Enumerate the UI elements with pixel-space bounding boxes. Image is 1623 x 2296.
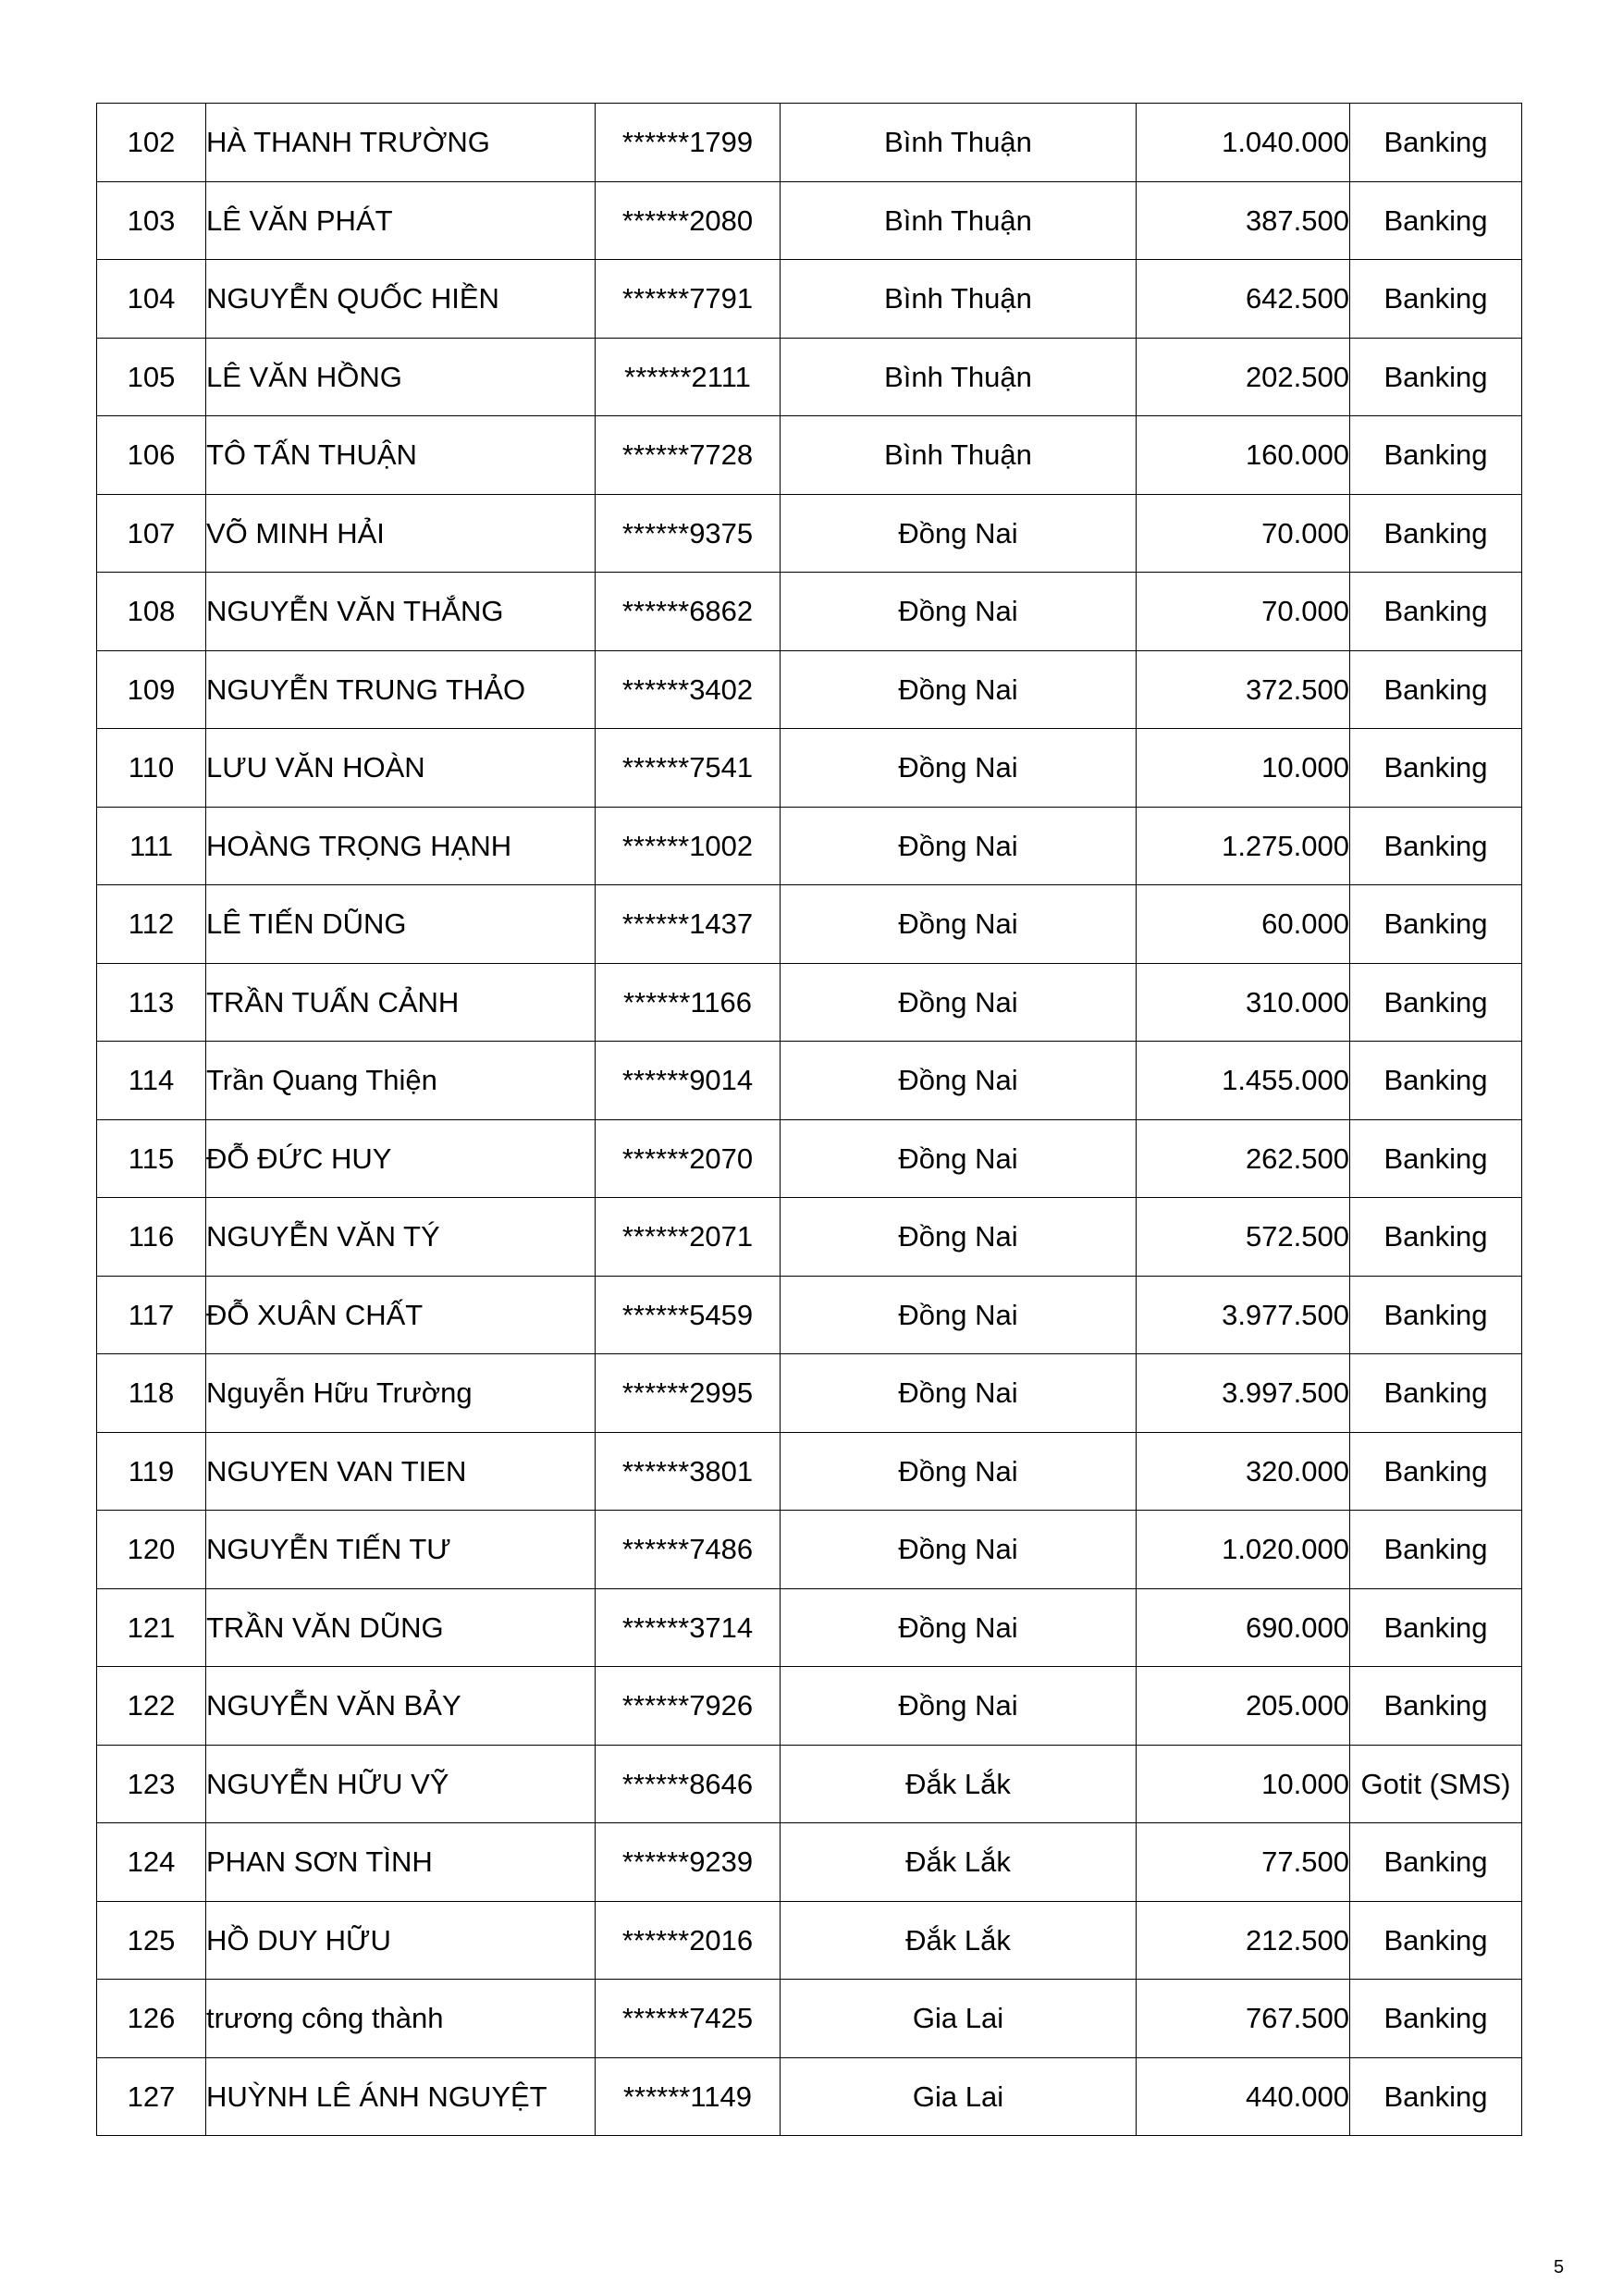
full-name-cell: Trần Quang Thiện: [206, 1042, 596, 1120]
province-cell: Đồng Nai: [781, 1042, 1137, 1120]
amount-cell: 1.040.000: [1137, 104, 1350, 182]
masked-id-cell: ******2995: [596, 1354, 781, 1433]
full-name-cell: LÊ VĂN PHÁT: [206, 181, 596, 260]
payment-method-cell: Banking: [1350, 573, 1522, 651]
province-cell: Đồng Nai: [781, 1354, 1137, 1433]
full-name-cell: VÕ MINH HẢI: [206, 494, 596, 573]
row-number-cell: 123: [97, 1745, 206, 1823]
row-number-cell: 120: [97, 1511, 206, 1589]
masked-id-cell: ******2111: [596, 338, 781, 416]
full-name-cell: TÔ TẤN THUẬN: [206, 416, 596, 495]
masked-id-cell: ******2070: [596, 1119, 781, 1198]
table-row: [97, 1198, 1522, 1277]
payment-method-cell: Banking: [1350, 885, 1522, 964]
payment-method-cell: Banking: [1350, 2057, 1522, 2136]
masked-id-cell: ******9014: [596, 1042, 781, 1120]
full-name-cell: LÊ TIẾN DŨNG: [206, 885, 596, 964]
masked-id-cell: ******2016: [596, 1901, 781, 1980]
table-row: [97, 1823, 1522, 1902]
row-number-cell: 127: [97, 2057, 206, 2136]
masked-id-cell: ******1166: [596, 963, 781, 1042]
payment-method-cell: Banking: [1350, 1354, 1522, 1433]
row-number-cell: 108: [97, 573, 206, 651]
province-cell: Bình Thuận: [781, 104, 1137, 182]
masked-id-cell: ******8646: [596, 1745, 781, 1823]
table-row: [97, 1901, 1522, 1980]
amount-cell: 690.000: [1137, 1588, 1350, 1667]
amount-cell: 10.000: [1137, 729, 1350, 808]
full-name-cell: Nguyễn Hữu Trường: [206, 1354, 596, 1433]
amount-cell: 160.000: [1137, 416, 1350, 495]
full-name-cell: ĐỖ ĐỨC HUY: [206, 1119, 596, 1198]
payment-method-cell: Banking: [1350, 338, 1522, 416]
row-number-cell: 115: [97, 1119, 206, 1198]
province-cell: Đồng Nai: [781, 1276, 1137, 1354]
amount-cell: 77.500: [1137, 1823, 1350, 1902]
row-number-cell: 103: [97, 181, 206, 260]
payment-method-cell: Banking: [1350, 1667, 1522, 1746]
payment-method-cell: Banking: [1350, 807, 1522, 885]
table-row: [97, 1980, 1522, 2058]
masked-id-cell: ******7926: [596, 1667, 781, 1746]
table-row: [97, 885, 1522, 964]
province-cell: Đồng Nai: [781, 885, 1137, 964]
masked-id-cell: ******7486: [596, 1511, 781, 1589]
province-cell: Đồng Nai: [781, 1588, 1137, 1667]
province-cell: Đồng Nai: [781, 573, 1137, 651]
masked-id-cell: ******6862: [596, 573, 781, 651]
payment-method-cell: Banking: [1350, 1432, 1522, 1511]
full-name-cell: NGUYEN VAN TIEN: [206, 1432, 596, 1511]
masked-id-cell: ******1437: [596, 885, 781, 964]
full-name-cell: NGUYỄN VĂN THẮNG: [206, 573, 596, 651]
payment-method-cell: Banking: [1350, 104, 1522, 182]
amount-cell: 262.500: [1137, 1119, 1350, 1198]
payment-method-cell: Banking: [1350, 650, 1522, 729]
full-name-cell: NGUYỄN QUỐC HIỀN: [206, 260, 596, 339]
amount-cell: 10.000: [1137, 1745, 1350, 1823]
province-cell: Đắk Lắk: [781, 1823, 1137, 1902]
masked-id-cell: ******1002: [596, 807, 781, 885]
province-cell: Đồng Nai: [781, 963, 1137, 1042]
payment-method-cell: Banking: [1350, 729, 1522, 808]
payment-method-cell: Banking: [1350, 1042, 1522, 1120]
masked-id-cell: ******3714: [596, 1588, 781, 1667]
masked-id-cell: ******5459: [596, 1276, 781, 1354]
province-cell: Gia Lai: [781, 2057, 1137, 2136]
table-row: [97, 1745, 1522, 1823]
masked-id-cell: ******7791: [596, 260, 781, 339]
row-number-cell: 113: [97, 963, 206, 1042]
payment-method-cell: Banking: [1350, 260, 1522, 339]
amount-cell: 3.997.500: [1137, 1354, 1350, 1433]
province-cell: Bình Thuận: [781, 416, 1137, 495]
payment-method-cell: Gotit (SMS): [1350, 1745, 1522, 1823]
province-cell: Đồng Nai: [781, 650, 1137, 729]
table-row: [97, 181, 1522, 260]
amount-cell: 372.500: [1137, 650, 1350, 729]
row-number-cell: 111: [97, 807, 206, 885]
full-name-cell: NGUYỄN VĂN BẢY: [206, 1667, 596, 1746]
full-name-cell: LÊ VĂN HỒNG: [206, 338, 596, 416]
amount-cell: 387.500: [1137, 181, 1350, 260]
masked-id-cell: ******3801: [596, 1432, 781, 1511]
amount-cell: 642.500: [1137, 260, 1350, 339]
masked-id-cell: ******2080: [596, 181, 781, 260]
table-row: [97, 1276, 1522, 1354]
province-cell: Bình Thuận: [781, 181, 1137, 260]
row-number-cell: 121: [97, 1588, 206, 1667]
payment-method-cell: Banking: [1350, 494, 1522, 573]
table-row: [97, 1354, 1522, 1433]
table-row: [97, 338, 1522, 416]
amount-cell: 70.000: [1137, 494, 1350, 573]
masked-id-cell: ******3402: [596, 650, 781, 729]
province-cell: Đồng Nai: [781, 1119, 1137, 1198]
payment-method-cell: Banking: [1350, 1980, 1522, 2058]
table-row: [97, 1511, 1522, 1589]
payment-method-cell: Banking: [1350, 1119, 1522, 1198]
masked-id-cell: ******1149: [596, 2057, 781, 2136]
masked-id-cell: ******7728: [596, 416, 781, 495]
table-row: [97, 2057, 1522, 2136]
full-name-cell: NGUYỄN TRUNG THẢO: [206, 650, 596, 729]
row-number-cell: 126: [97, 1980, 206, 2058]
payment-method-cell: Banking: [1350, 181, 1522, 260]
full-name-cell: HÀ THANH TRƯỜNG: [206, 104, 596, 182]
table-row: [97, 494, 1522, 573]
amount-cell: 202.500: [1137, 338, 1350, 416]
row-number-cell: 106: [97, 416, 206, 495]
full-name-cell: TRẦN VĂN DŨNG: [206, 1588, 596, 1667]
table-row: [97, 807, 1522, 885]
province-cell: Đồng Nai: [781, 494, 1137, 573]
full-name-cell: NGUYỄN HỮU VỸ: [206, 1745, 596, 1823]
full-name-cell: ĐỖ XUÂN CHẤT: [206, 1276, 596, 1354]
full-name-cell: trương công thành: [206, 1980, 596, 2058]
masked-id-cell: ******9375: [596, 494, 781, 573]
row-number-cell: 110: [97, 729, 206, 808]
winners-table: [96, 103, 1522, 2136]
row-number-cell: 102: [97, 104, 206, 182]
table-row: [97, 1667, 1522, 1746]
winners-table-body: [97, 104, 1522, 2136]
table-row: [97, 729, 1522, 808]
province-cell: Đồng Nai: [781, 1667, 1137, 1746]
full-name-cell: HOÀNG TRỌNG HẠNH: [206, 807, 596, 885]
row-number-cell: 104: [97, 260, 206, 339]
full-name-cell: NGUYỄN TIẾN TƯ: [206, 1511, 596, 1589]
payment-method-cell: Banking: [1350, 1198, 1522, 1277]
amount-cell: 572.500: [1137, 1198, 1350, 1277]
province-cell: Bình Thuận: [781, 260, 1137, 339]
amount-cell: 70.000: [1137, 573, 1350, 651]
page-number: 5: [1554, 2257, 1565, 2277]
full-name-cell: TRẦN TUẤN CẢNH: [206, 963, 596, 1042]
table-row: [97, 1588, 1522, 1667]
province-cell: Đồng Nai: [781, 729, 1137, 808]
table-row: [97, 573, 1522, 651]
masked-id-cell: ******7541: [596, 729, 781, 808]
province-cell: Bình Thuận: [781, 338, 1137, 416]
province-cell: Đồng Nai: [781, 1198, 1137, 1277]
full-name-cell: NGUYỄN VĂN TÝ: [206, 1198, 596, 1277]
row-number-cell: 107: [97, 494, 206, 573]
row-number-cell: 114: [97, 1042, 206, 1120]
amount-cell: 212.500: [1137, 1901, 1350, 1980]
province-cell: Đồng Nai: [781, 1511, 1137, 1589]
province-cell: Đắk Lắk: [781, 1745, 1137, 1823]
row-number-cell: 124: [97, 1823, 206, 1902]
masked-id-cell: ******7425: [596, 1980, 781, 2058]
payment-method-cell: Banking: [1350, 1901, 1522, 1980]
payment-method-cell: Banking: [1350, 416, 1522, 495]
full-name-cell: LƯU VĂN HOÀN: [206, 729, 596, 808]
full-name-cell: PHAN SƠN TÌNH: [206, 1823, 596, 1902]
amount-cell: 1.455.000: [1137, 1042, 1350, 1120]
amount-cell: 310.000: [1137, 963, 1350, 1042]
province-cell: Đồng Nai: [781, 807, 1137, 885]
row-number-cell: 112: [97, 885, 206, 964]
table-row: [97, 416, 1522, 495]
masked-id-cell: ******2071: [596, 1198, 781, 1277]
table-row: [97, 1119, 1522, 1198]
row-number-cell: 122: [97, 1667, 206, 1746]
amount-cell: 320.000: [1137, 1432, 1350, 1511]
row-number-cell: 118: [97, 1354, 206, 1433]
table-row: [97, 1432, 1522, 1511]
province-cell: Gia Lai: [781, 1980, 1137, 2058]
full-name-cell: HUỲNH LÊ ÁNH NGUYỆT: [206, 2057, 596, 2136]
row-number-cell: 125: [97, 1901, 206, 1980]
row-number-cell: 109: [97, 650, 206, 729]
masked-id-cell: ******9239: [596, 1823, 781, 1902]
payment-method-cell: Banking: [1350, 1276, 1522, 1354]
province-cell: Đồng Nai: [781, 1432, 1137, 1511]
payment-method-cell: Banking: [1350, 1511, 1522, 1589]
amount-cell: 767.500: [1137, 1980, 1350, 2058]
amount-cell: 205.000: [1137, 1667, 1350, 1746]
row-number-cell: 117: [97, 1276, 206, 1354]
masked-id-cell: ******1799: [596, 104, 781, 182]
table-row: [97, 260, 1522, 339]
payment-method-cell: Banking: [1350, 1823, 1522, 1902]
payment-method-cell: Banking: [1350, 963, 1522, 1042]
full-name-cell: HỒ DUY HỮU: [206, 1901, 596, 1980]
amount-cell: 3.977.500: [1137, 1276, 1350, 1354]
payment-method-cell: Banking: [1350, 1588, 1522, 1667]
table-row: [97, 963, 1522, 1042]
table-row: [97, 104, 1522, 182]
amount-cell: 1.020.000: [1137, 1511, 1350, 1589]
row-number-cell: 105: [97, 338, 206, 416]
table-row: [97, 650, 1522, 729]
amount-cell: 1.275.000: [1137, 807, 1350, 885]
amount-cell: 60.000: [1137, 885, 1350, 964]
row-number-cell: 116: [97, 1198, 206, 1277]
table-row: [97, 1042, 1522, 1120]
province-cell: Đắk Lắk: [781, 1901, 1137, 1980]
amount-cell: 440.000: [1137, 2057, 1350, 2136]
row-number-cell: 119: [97, 1432, 206, 1511]
